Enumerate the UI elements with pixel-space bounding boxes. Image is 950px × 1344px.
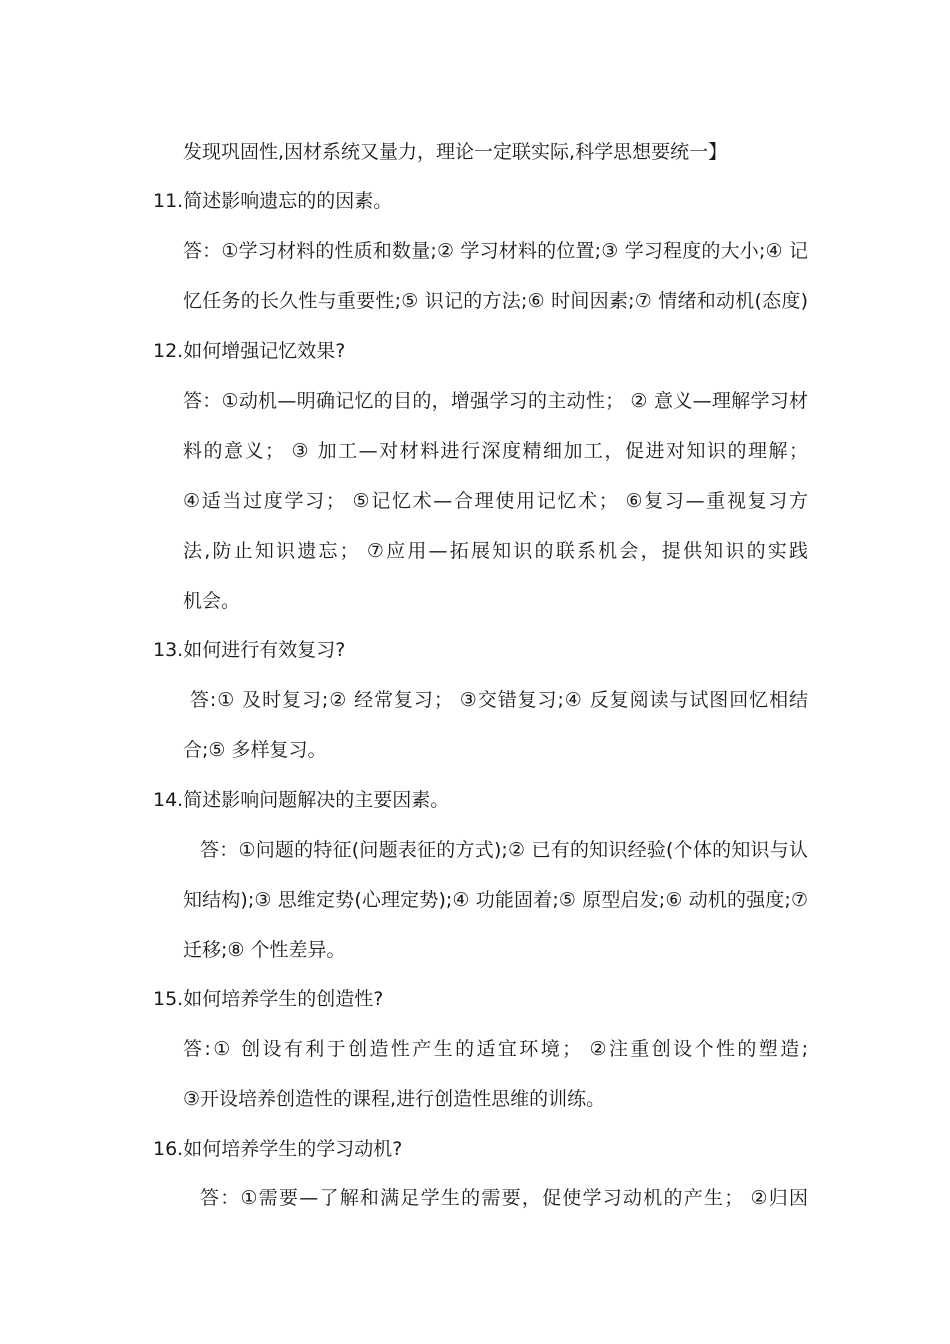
answer-line: 料的意义； ③ 加工—对材料进行深度精细加工，促进对知识的理解； bbox=[183, 440, 808, 462]
answer-line: 迁移;⑧ 个性差异。 bbox=[183, 939, 346, 961]
answer-line: 答:① 及时复习;② 经常复习； ③交错复习;④ 反复阅读与试图回忆相结 bbox=[190, 689, 808, 711]
question-15-heading: 15.如何培养学生的创造性? bbox=[153, 988, 384, 1010]
question-11-heading: 11.简述影响遗忘的的因素。 bbox=[153, 190, 393, 212]
answer-line: 答：①需要—了解和满足学生的需要，促使学习动机的产生； ②归因 bbox=[200, 1187, 808, 1209]
answer-line: 忆任务的长久性与重要性;⑤ 识记的方法;⑥ 时间因素;⑦ 情绪和动机(态度) bbox=[183, 290, 808, 312]
answer-line: 答：①问题的特征(问题表征的方式);② 已有的知识经验(个体的知识与认 bbox=[200, 839, 808, 861]
question-16-heading: 16.如何培养学生的学习动机? bbox=[153, 1138, 403, 1160]
answer-line: ③开设培养创造性的课程,进行创造性思维的训练。 bbox=[183, 1088, 606, 1110]
answer-line: 答:① 创设有利于创造性产生的适宜环境； ②注重创设个性的塑造; bbox=[183, 1038, 808, 1060]
question-13-heading: 13.如何进行有效复习? bbox=[153, 639, 346, 661]
text-line: 发现巩固性,因材系统又量力，理论一定联实际,科学思想要统一】 bbox=[183, 141, 728, 163]
question-12-heading: 12.如何增强记忆效果? bbox=[153, 340, 346, 362]
answer-line: 答：①学习材料的性质和数量;② 学习材料的位置;③ 学习程度的大小;④ 记 bbox=[183, 240, 808, 262]
answer-line: 法,防止知识遗忘； ⑦应用—拓展知识的联系机会，提供知识的实践 bbox=[183, 540, 808, 562]
answer-line: 机会。 bbox=[183, 590, 241, 612]
answer-line: ④适当过度学习； ⑤记忆术—合理使用记忆术； ⑥复习—重视复习方 bbox=[183, 490, 808, 512]
question-14-heading: 14.简述影响问题解决的主要因素。 bbox=[153, 789, 450, 811]
answer-line: 合;⑤ 多样复习。 bbox=[183, 739, 327, 761]
answer-line: 答：①动机—明确记忆的目的，增强学习的主动性； ② 意义—理解学习材 bbox=[183, 390, 808, 412]
answer-line: 知结构);③ 思维定势(心理定势);④ 功能固着;⑤ 原型启发;⑥ 动机的强度;⑦ bbox=[183, 889, 808, 911]
